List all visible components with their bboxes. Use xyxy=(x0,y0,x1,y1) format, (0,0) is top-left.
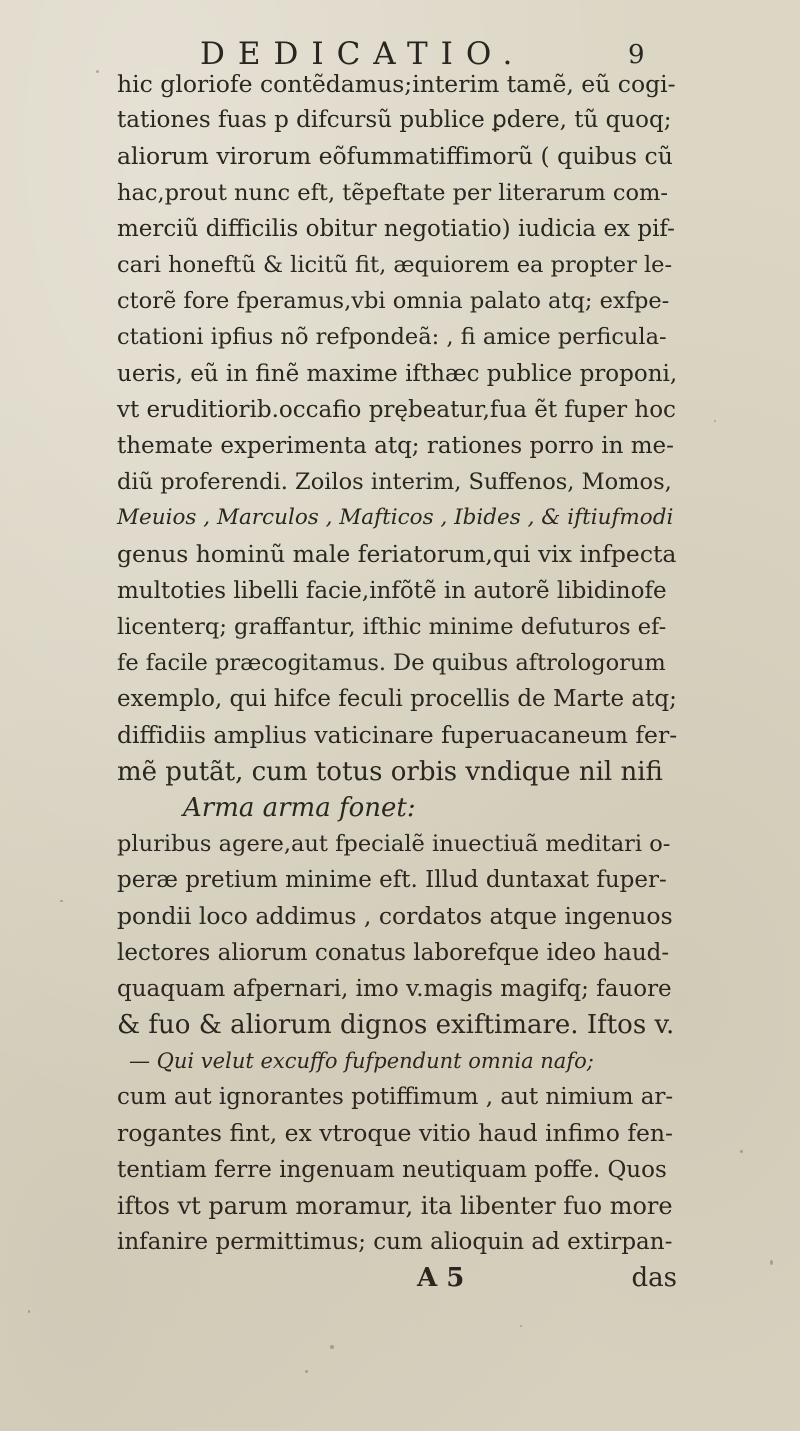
text-line: diũ proferendi. Zoilos interim, Suffenos, Momos, xyxy=(117,469,672,496)
verse-quote: — Qui velut excuffo fufpendunt omnia nafo; xyxy=(129,1049,594,1074)
text-line: fe facile præcogitamus. De quibus aftrologorum xyxy=(117,650,666,676)
text-line: diffidiis amplius vaticinare fuperuacaneum fer- xyxy=(117,721,678,750)
text-line: ctationi ipfius nõ refpondeã: , fi amice perficula- xyxy=(117,324,667,351)
text-line: tationes fuas p difcursũ publice ꝑdere, tũ quoq; xyxy=(117,107,672,134)
text-line: pondii loco addimus , cordatos atque ingenuos xyxy=(117,902,673,931)
text-line: merciũ difficilis obitur negotiatio) iudicia ex pif- xyxy=(117,215,675,242)
text-line: genus hominũ male feriatorum,qui vix infpecta xyxy=(117,540,677,569)
body-text xyxy=(117,66,677,1296)
text-line: aliorum virorum eõfummatiffimorũ ( quibus cũ xyxy=(117,142,673,171)
text-line: ueris, eũ in finẽ maxime ifthæc publice proponi, xyxy=(117,360,678,387)
text-line: cari honeftũ & licitũ fit, æquiorem ea propter le- xyxy=(117,251,673,278)
text-line: lectores aliorum conatus laborefque ideo haud- xyxy=(117,939,670,966)
text-line: mẽ putãt, cum totus orbis vndique nil nifi xyxy=(117,756,663,787)
text-line: tentiam ferre ingenuam neutiquam poffe. Quos xyxy=(117,1156,667,1183)
text-line: quaquam afpernari, imo v.magis magifq; fauore xyxy=(117,975,672,1002)
text-line: peræ pretium minime eft. Illud duntaxat fuper- xyxy=(117,867,667,894)
text-line: rogantes fint, ex vtroque vitio haud infimo fen- xyxy=(117,1119,674,1148)
text-line: licenterq; graffantur, ifthic minime defuturos ef- xyxy=(117,613,667,640)
text-line: cum aut ignorantes potiffimum , aut nimium ar- xyxy=(117,1084,674,1111)
text-line: infanire permittimus; cum alioquin ad extirpan- xyxy=(117,1229,673,1255)
running-title: DEDICATIO. xyxy=(200,36,526,72)
text-line: exemplo, qui hifce feculi procellis de Marte atq; xyxy=(117,686,677,713)
catchword: das xyxy=(631,1263,677,1294)
signature-mark: A 5 xyxy=(417,1263,465,1294)
text-line: Meuios , Marculos , Mafticos , Ibides , & iftiufmodi xyxy=(117,505,674,531)
text-line: iftos vt parum moramur, ita libenter fuo more xyxy=(117,1191,673,1220)
page-number: 9 xyxy=(628,40,645,70)
text-line: hac,prout nunc eft, tẽpeftate per literarum com- xyxy=(117,179,668,206)
text-line: themate experimenta atq; rationes porro in me- xyxy=(117,432,674,459)
text-line: multoties libelli facie,infõtẽ in autorẽ libidinofe xyxy=(117,577,667,604)
page-footer xyxy=(117,1260,677,1296)
text-line: & fuo & aliorum dignos exiftimare. Iftos v. xyxy=(117,1009,675,1040)
text-line: vt eruditiorib.occafio prębeatur,fua ẽt fuper hoc xyxy=(117,396,676,423)
text-line: ctorẽ fore fperamus,vbi omnia palato atq; exfpe- xyxy=(117,288,670,315)
text-line: hic gloriofe contẽdamus;interim tamẽ, eũ cogi- xyxy=(117,70,676,98)
text-line: pluribus agere,aut fpecialẽ inuectiuã meditari o- xyxy=(117,830,671,857)
verse-quote: Arma arma fonet: xyxy=(183,792,416,823)
